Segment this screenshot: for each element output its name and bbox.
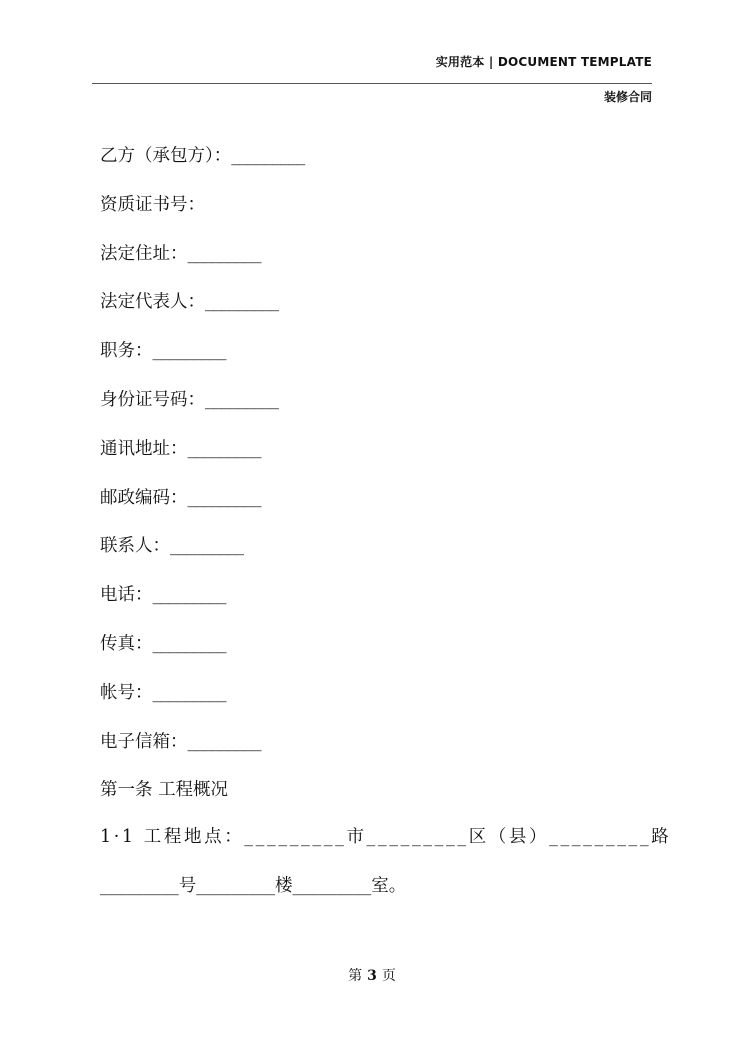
field-label: 联系人：	[100, 536, 170, 557]
field-qualification-cert	[100, 191, 660, 240]
field-label: 电子信箱：	[100, 731, 188, 752]
field-postal-code	[100, 484, 660, 533]
field-blank: _________	[205, 292, 279, 313]
field-blank: _________	[187, 731, 261, 752]
field-label: 法定住址：	[100, 243, 188, 264]
field-account	[100, 679, 660, 728]
field-blank: _________	[187, 487, 261, 508]
field-contact-person	[100, 532, 660, 581]
field-blank: _________	[152, 341, 226, 362]
field-blank: _________	[187, 438, 261, 459]
field-legal-address	[100, 240, 660, 289]
section-heading: 第一条 工程概况	[100, 780, 229, 801]
field-label: 资质证书号：	[100, 194, 205, 215]
field-phone	[100, 581, 660, 630]
field-label: 帐号：	[100, 682, 153, 703]
field-email	[100, 728, 660, 777]
field-blank: _________	[205, 389, 279, 410]
field-blank: _________	[170, 536, 244, 557]
clause-project-location: 1·1 工程地点：_________市_________区（县）_________路	[100, 827, 672, 847]
header-divider	[92, 83, 652, 84]
field-blank: _________	[231, 146, 305, 166]
header-title: 实用范本 | DOCUMENT TEMPLATE	[435, 55, 652, 69]
clause-project-location-continued: _________号_________楼_________室。	[100, 876, 407, 896]
field-label: 传真：	[100, 633, 153, 654]
field-label: 法定代表人：	[100, 292, 205, 313]
field-blank: _________	[187, 243, 261, 264]
footer-suffix: 页	[381, 968, 396, 984]
field-label: 职务：	[100, 341, 153, 362]
field-position	[100, 337, 660, 386]
document-body	[100, 142, 660, 825]
field-mailing-address	[100, 435, 660, 484]
header-subtitle: 装修合同	[603, 90, 652, 104]
field-blank: _________	[152, 633, 226, 654]
footer-prefix: 第	[348, 968, 363, 984]
field-label: 身份证号码：	[100, 389, 205, 410]
field-label: 电话：	[100, 585, 153, 606]
field-label: 邮政编码：	[100, 487, 188, 508]
field-legal-representative	[100, 288, 660, 337]
field-label: 乙方（承包方）：	[100, 146, 232, 166]
field-id-number	[100, 386, 660, 435]
field-label: 通讯地址：	[100, 438, 188, 459]
field-blank: _________	[152, 585, 226, 606]
field-fax	[100, 630, 660, 679]
page-number: 3	[367, 968, 377, 984]
field-blank: _________	[152, 682, 226, 703]
page-footer	[0, 965, 744, 985]
field-party-b	[100, 142, 660, 191]
